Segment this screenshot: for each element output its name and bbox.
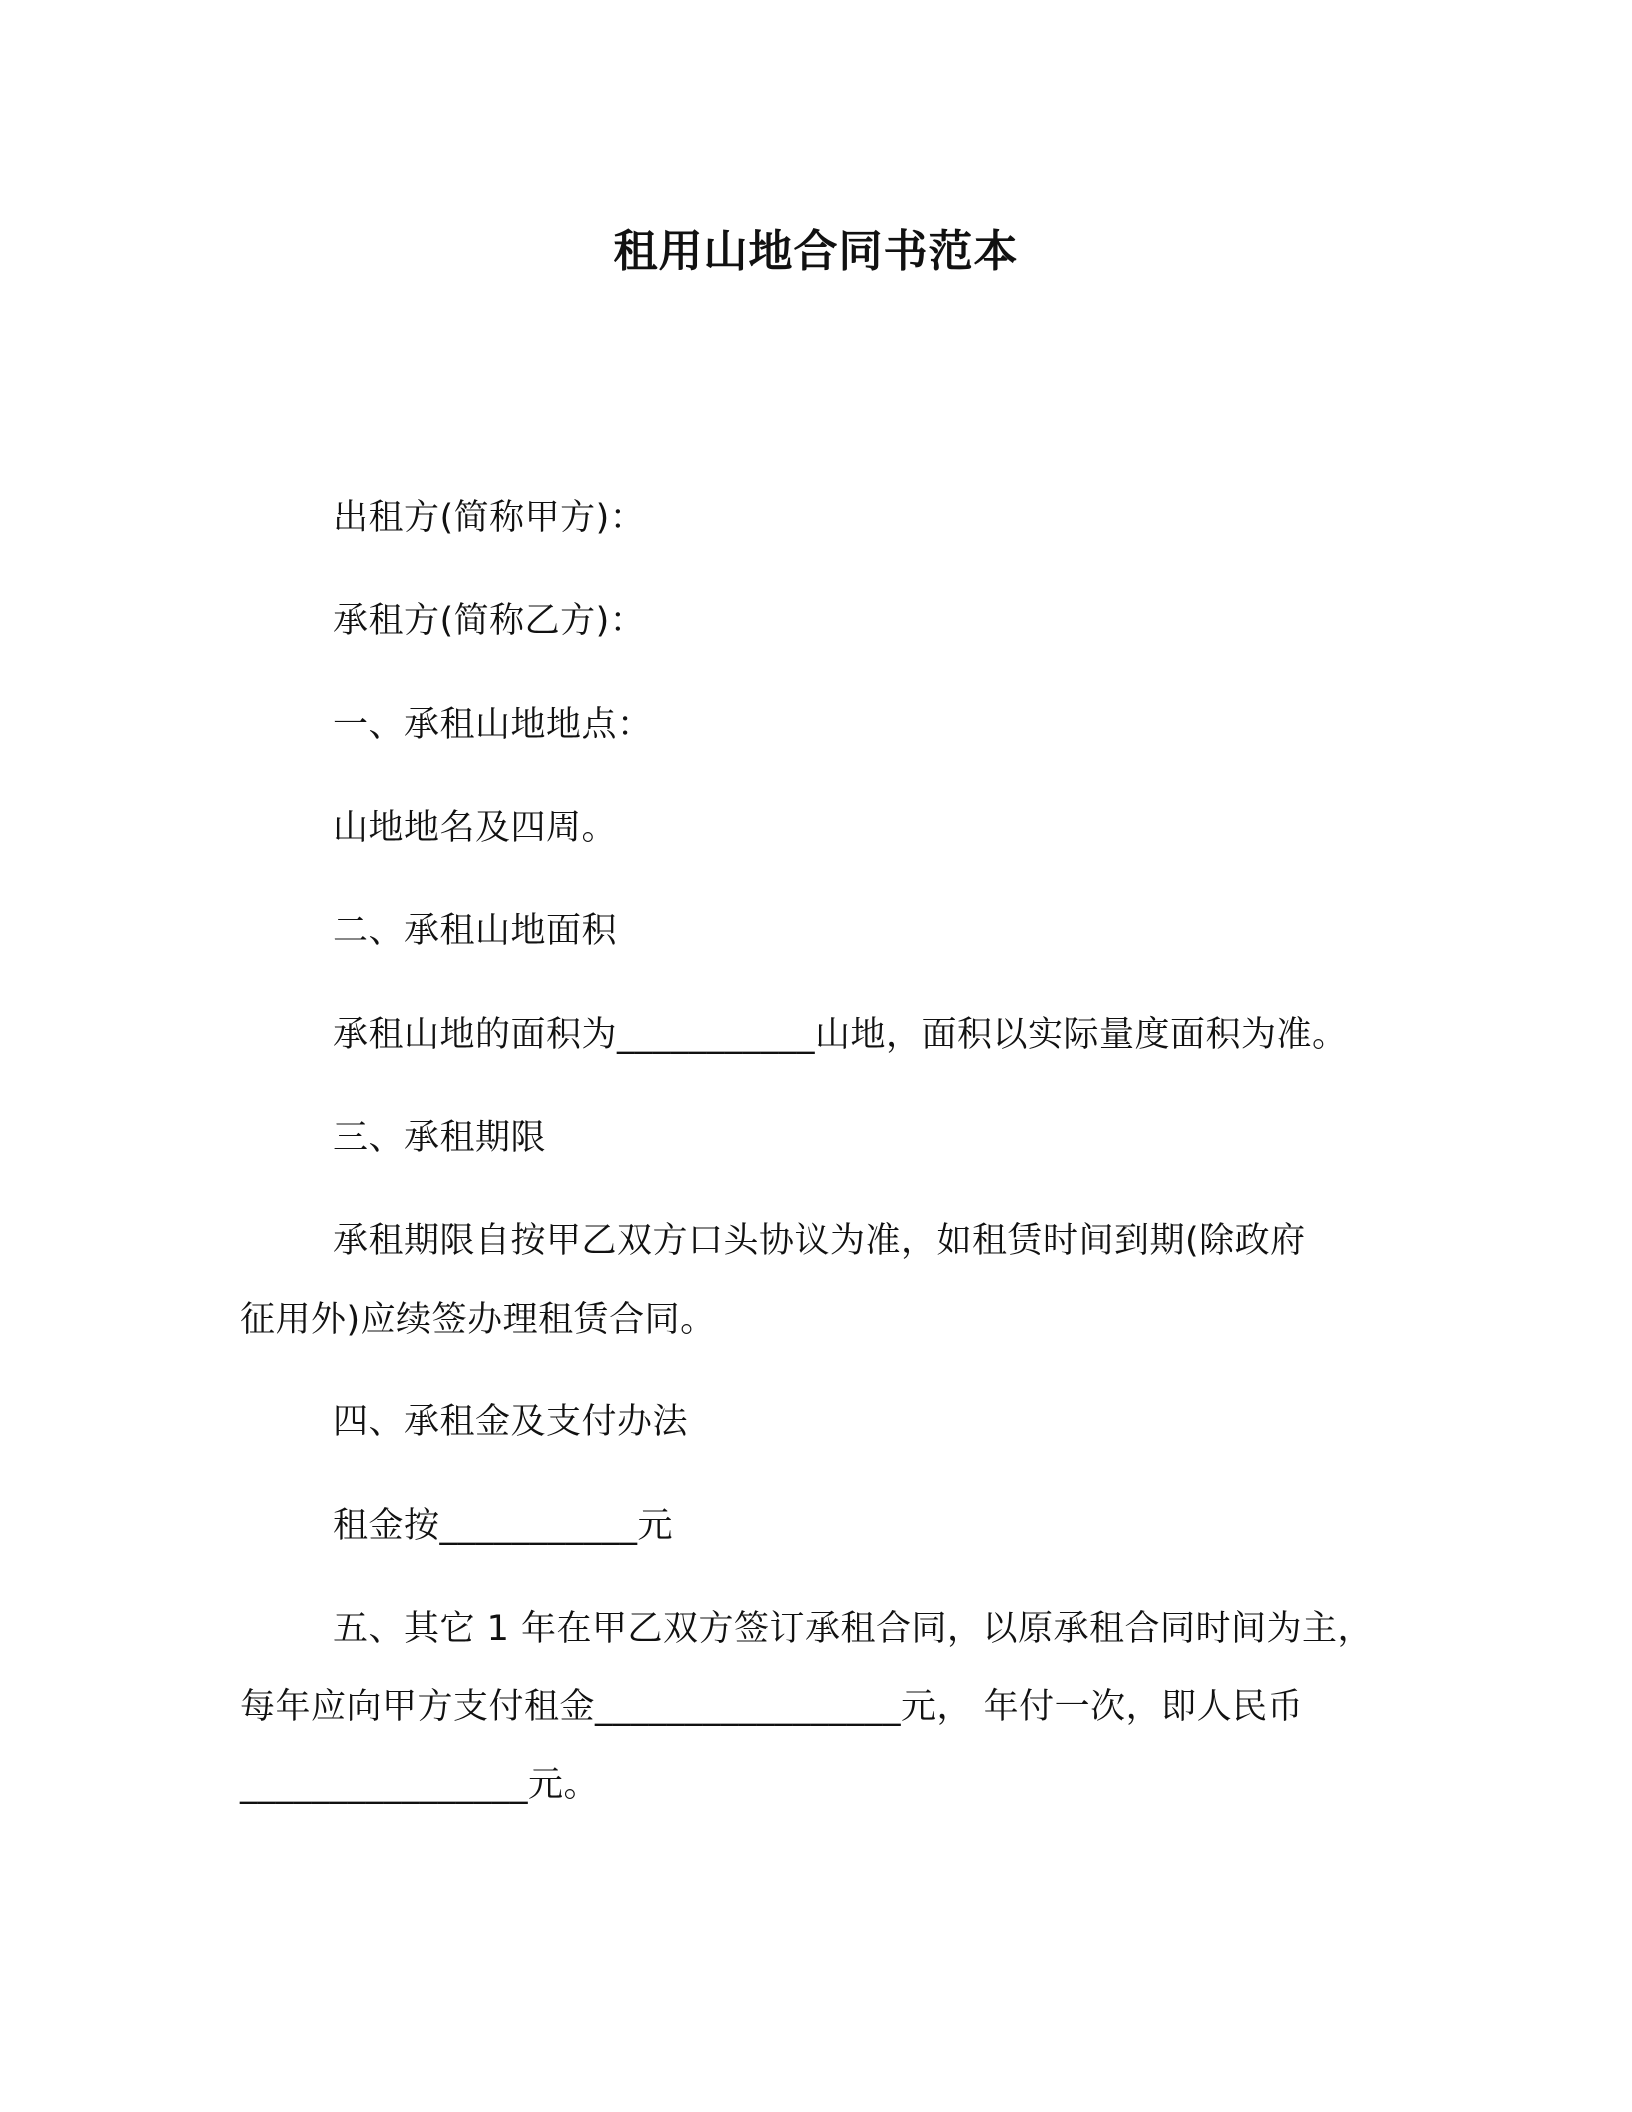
section-2-heading: 二、承租山地面积	[333, 911, 618, 951]
document-title: 租用山地合同书范本	[613, 226, 1019, 277]
section-3-heading: 三、承租期限	[333, 1118, 547, 1158]
section-5-line-1: 五、其它 1 年在甲乙双方签订承租合同，以原承租合同时间为主，	[333, 1609, 1374, 1649]
section-3-body-line-2: 征用外)应续签办理租赁合同。	[240, 1300, 716, 1340]
section-5-line-2: 每年应向甲方支付租金_________________元， 年付一次，即人民币	[240, 1687, 1304, 1727]
section-4-body: 租金按___________元	[333, 1506, 674, 1546]
section-3-body-line-1: 承租期限自按甲乙双方口头协议为准，如租赁时间到期(除政府	[333, 1221, 1306, 1261]
lessee-line: 承租方(简称乙方)：	[333, 601, 646, 641]
section-5-line-3: ________________元。	[240, 1765, 600, 1805]
section-1-heading: 一、承租山地地点：	[333, 705, 653, 745]
section-2-body: 承租山地的面积为___________山地，面积以实际量度面积为准。	[333, 1015, 1348, 1055]
section-4-heading: 四、承租金及支付办法	[333, 1402, 689, 1442]
lessor-line: 出租方(简称甲方)：	[333, 498, 646, 538]
section-1-body: 山地地名及四周。	[333, 808, 618, 848]
